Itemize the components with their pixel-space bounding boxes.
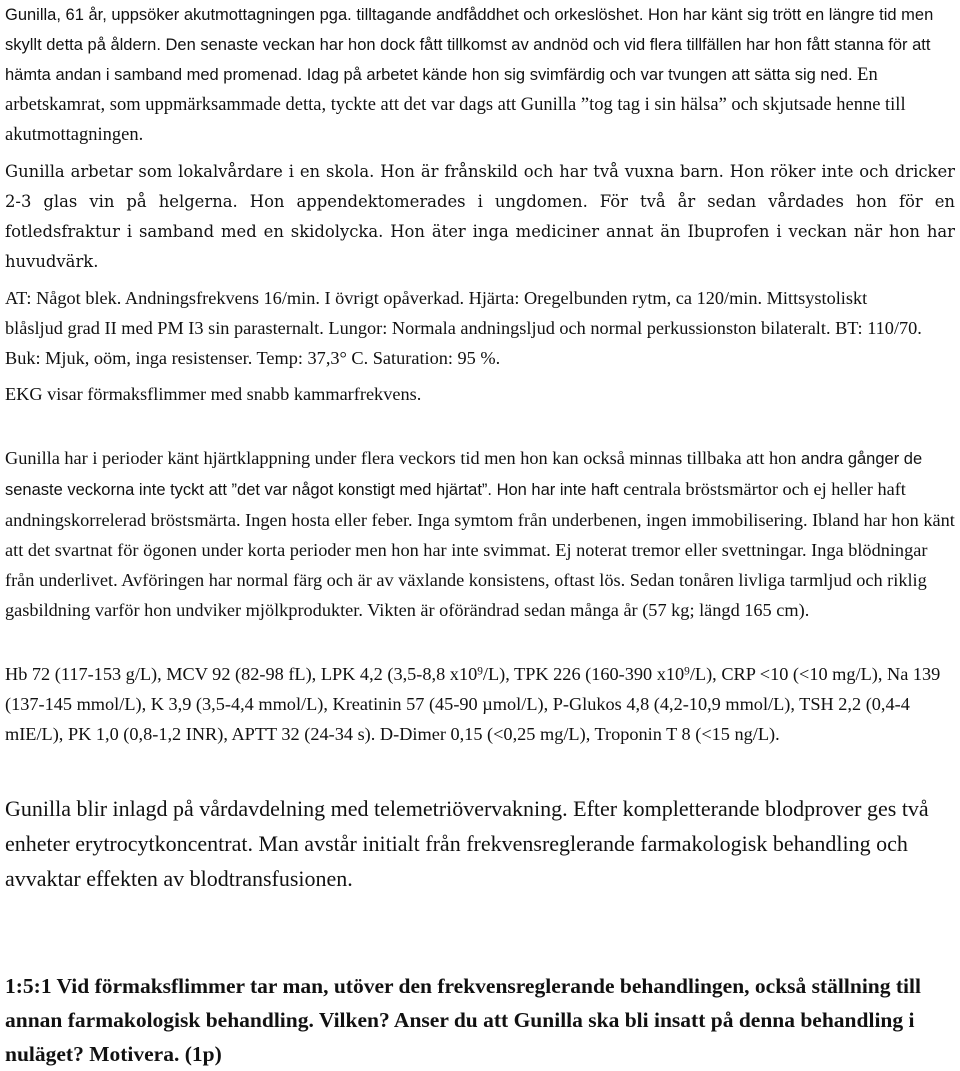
lab-sup-2: 9 xyxy=(684,665,690,678)
case-anamnesis xyxy=(5,443,955,625)
lab-text-b: /L), TPK 226 (160-390 x10 xyxy=(482,664,685,684)
question-text: 1:5:1 Vid förmaksflimmer tar man, utöver den frekvensreglerande behandlingen, också ställning till annan farmakologisk behandling. Vilken? Anser du att Gunilla ska bli insatt på denna behandling i nuläget? Motivera. (1p) xyxy=(5,974,921,1066)
lab-text-c: /L), CRP <10 (<10 mg/L), Na 139 (137-145 mmol/L), K 3,9 (3,5-4,4 mmol/L), Kreatinin 57 (45-90 µmol/L), P-Glukos 4,8 (4,2-10,9 mmol/L), TSH 2,2 (0,4-4 mIE/L), PK 1,0 (0,8-1,2 INR), APTT 32 (24-34 s). D-Dimer 0,15 (<0,25 mg/L), Troponin T 8 (<15 ng/L). xyxy=(5,664,941,744)
case-anamnesis-c: centrala bröstsmärtor och ej heller haft andningskorrelerad bröstsmärta. Ingen hosta eller feber. Inga symtom från underbenen, ingen immobilisering. Ibland har hon känt att det svartnat för ögonen under korta perioder men hon har inte svimmat. Ej noterat tremor eller svettningar. Inga blödningar från underlivet. Avföringen har normal färg och är av växlande konsistens, oftast lös. Sedan tonåren livliga tarmljud och riklig gasbildning varför hon undviker mjölkprodukter. Vikten är oförändrad sedan många år (57 kg; längd 165 cm). xyxy=(5,479,955,620)
case-intro-sans: Gunilla, 61 år, uppsöker akutmottagningen pga. tilltagande andfåddhet och orkeslöshet. Hon har känt sig trött en längre tid men skyllt detta på åldern. Den senaste veckan har hon dock fått tillkomst av andnöd och vid flera tillfällen har hon fått stanna för att hämta andan i samband med promenad. Idag på arbetet kände hon sig svimfärdig och var tvungen att sätta sig ned. xyxy=(5,6,934,84)
case-intro xyxy=(5,0,955,150)
case-admission: Gunilla blir inlagd på vårdavdelning med telemetriövervakning. Efter kompletterande blodprover ges två enheter erytrocytkoncentrat. Man avstår initialt från frekvensreglerande farmakologisk behandling och avvaktar effekten av blodtransfusionen. xyxy=(5,796,929,891)
case-anamnesis-a: Gunilla har i perioder känt hjärtklappning under flera veckors tid men hon kan också minnas tillbaka att hon xyxy=(5,448,802,468)
case-status: AT: Något blek. Andningsfrekvens 16/min. I övrigt opåverkad. Hjärta: Oregelbunden rytm, ca 120/min. Mittsystoliskt blåsljud grad II med PM I3 sin parasternalt. Lungor: Normala andningsljud och normal perkussionston bilateralt. BT: 110/70. Buk: Mjuk, oöm, inga resistenser. Temp: 37,3° C. Saturation: 95 %. xyxy=(5,288,922,368)
case-ekg: EKG visar förmaksflimmer med snabb kammarfrekvens. xyxy=(5,384,422,404)
case-anamnesis-b: andra gånger de senaste veckorna inte tyckt att ”det var något konstigt med hjärtat”. Hon har inte haft xyxy=(5,450,923,499)
case-social-history: Gunilla arbetar som lokalvårdare i en skola. Hon är frånskild och har två vuxna barn. Hon röker inte och dricker 2-3 glas vin på helgerna. Hon appendektomerades i ungdomen. För två år sedan vårdades hon för en fotledsfraktur i samband med en skidolycka. Hon äter inga mediciner annat än Ibuprofen i veckan när hon har huvudvärk. xyxy=(5,162,955,271)
lab-text-a: Hb 72 (117-153 g/L), MCV 92 (82-98 fL), LPK 4,2 (3,5-8,8 x10 xyxy=(5,664,478,684)
lab-sup-1: 9 xyxy=(477,665,483,678)
case-lab-results xyxy=(5,659,955,749)
case-intro-serif: En arbetskamrat, som uppmärksammade detta, tyckte att det var dags att Gunilla ”tog tag i sin hälsa” och skjutsade henne till akutmottagningen. xyxy=(5,65,906,145)
